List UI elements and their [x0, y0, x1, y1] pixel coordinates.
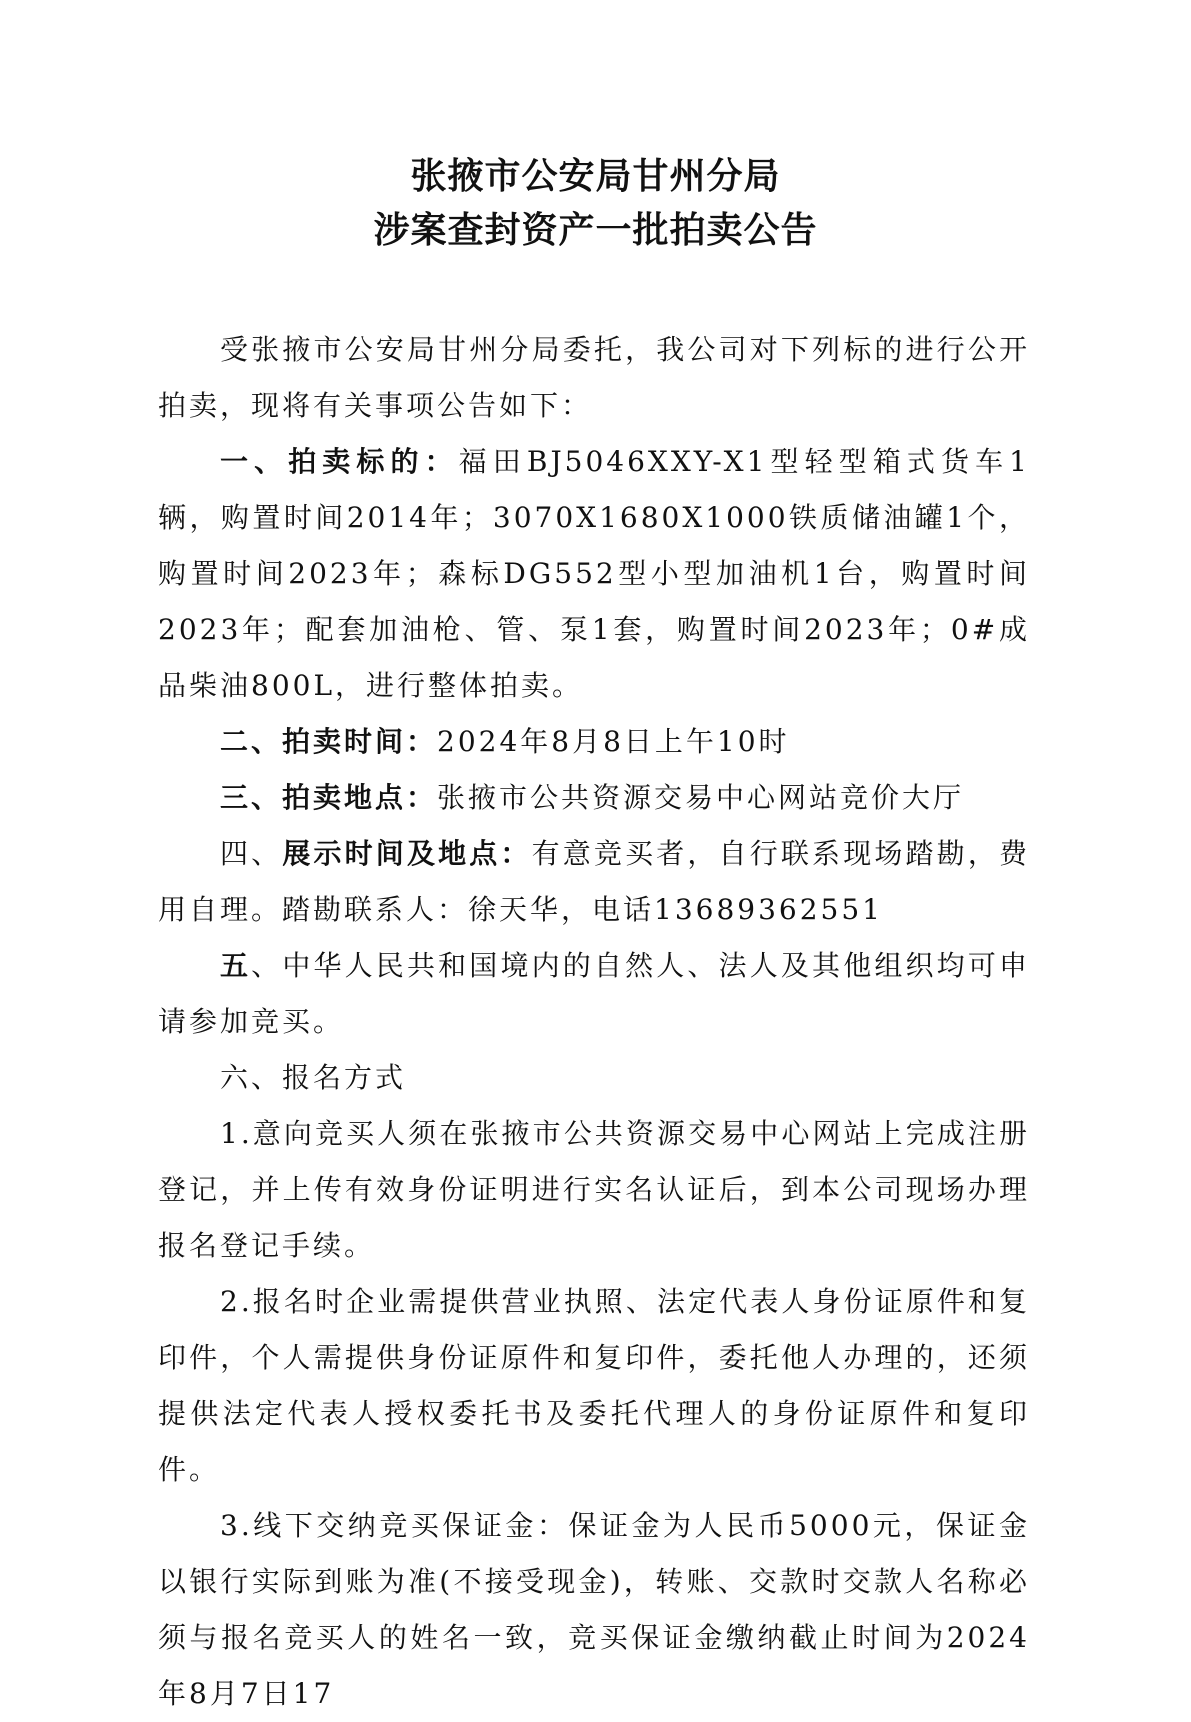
section-auction-time: [158, 714, 1030, 770]
section-eligibility: [158, 938, 1030, 1050]
section-auction-location-heading: 三、拍卖地点：: [220, 781, 438, 814]
intro-paragraph: [158, 322, 1030, 434]
document-title-line-1: 张掖市公安局甘州分局: [410, 155, 781, 197]
section-viewing: [158, 826, 1030, 938]
section-auction-item: [158, 434, 1030, 714]
registration-item-1-text: 1.意向竞买人须在张掖市公共资源交易中心网站上完成注册登记，并上传有效身份证明进行实名认证后，到本公司现场办理报名登记手续。: [158, 1117, 1030, 1262]
section-registration-heading: 六、报名方式: [220, 1061, 407, 1094]
registration-item-1: [158, 1106, 1030, 1274]
section-auction-location: [158, 770, 1030, 826]
registration-item-2: [158, 1274, 1030, 1498]
intro-text: 受张掖市公安局甘州分局委托，我公司对下列标的进行公开拍卖，现将有关事项公告如下：: [158, 333, 1030, 422]
registration-item-3: [158, 1498, 1030, 1722]
section-viewing-heading: 展示时间及地点：: [282, 837, 532, 870]
document-body: [158, 322, 1030, 1722]
section-registration: [158, 1050, 1030, 1106]
section-auction-time-text: 2024年8月8日上午10时: [437, 725, 790, 758]
document-title-line-2: 涉案查封资产一批拍卖公告: [373, 209, 818, 251]
section-auction-location-text: 张掖市公共资源交易中心网站竞价大厅: [437, 781, 965, 814]
section-viewing-prefix: 四、: [220, 837, 283, 870]
registration-item-3-text: 3.线下交纳竞买保证金：保证金为人民币5000元，保证金以银行实际到账为准(不接受现金)，转账、交款时交款人名称必须与报名竞买人的姓名一致，竞买保证金缴纳截止时间为2024年8月7日17: [158, 1509, 1030, 1710]
section-eligibility-text: 、中华人民共和国境内的自然人、法人及其他组织均可申请参加竞买。: [158, 949, 1030, 1038]
section-eligibility-prefix: 五: [220, 949, 252, 982]
section-auction-item-heading: 一、拍卖标的：: [220, 445, 459, 478]
section-viewing-text: 有意竞买者，自行联系现场踏勘，费用自理。踏勘联系人：徐天华，电话13689362551: [158, 837, 1030, 926]
registration-item-2-text: 2.报名时企业需提供营业执照、法定代表人身份证原件和复印件，个人需提供身份证原件和复印件，委托他人办理的，还须提供法定代表人授权委托书及委托代理人的身份证原件和复印件。: [158, 1285, 1030, 1486]
section-auction-item-text: 福田BJ5046XXY-X1型轻型箱式货车1辆，购置时间2014年；3070X1680X1000铁质储油罐1个，购置时间2023年；森标DG552型小型加油机1台，购置时间2023年；配套加油枪、管、泵1套，购置时间2023年；0#成品柴油800L，进行整体拍卖。: [158, 445, 1030, 702]
section-auction-time-heading: 二、拍卖时间：: [220, 725, 438, 758]
